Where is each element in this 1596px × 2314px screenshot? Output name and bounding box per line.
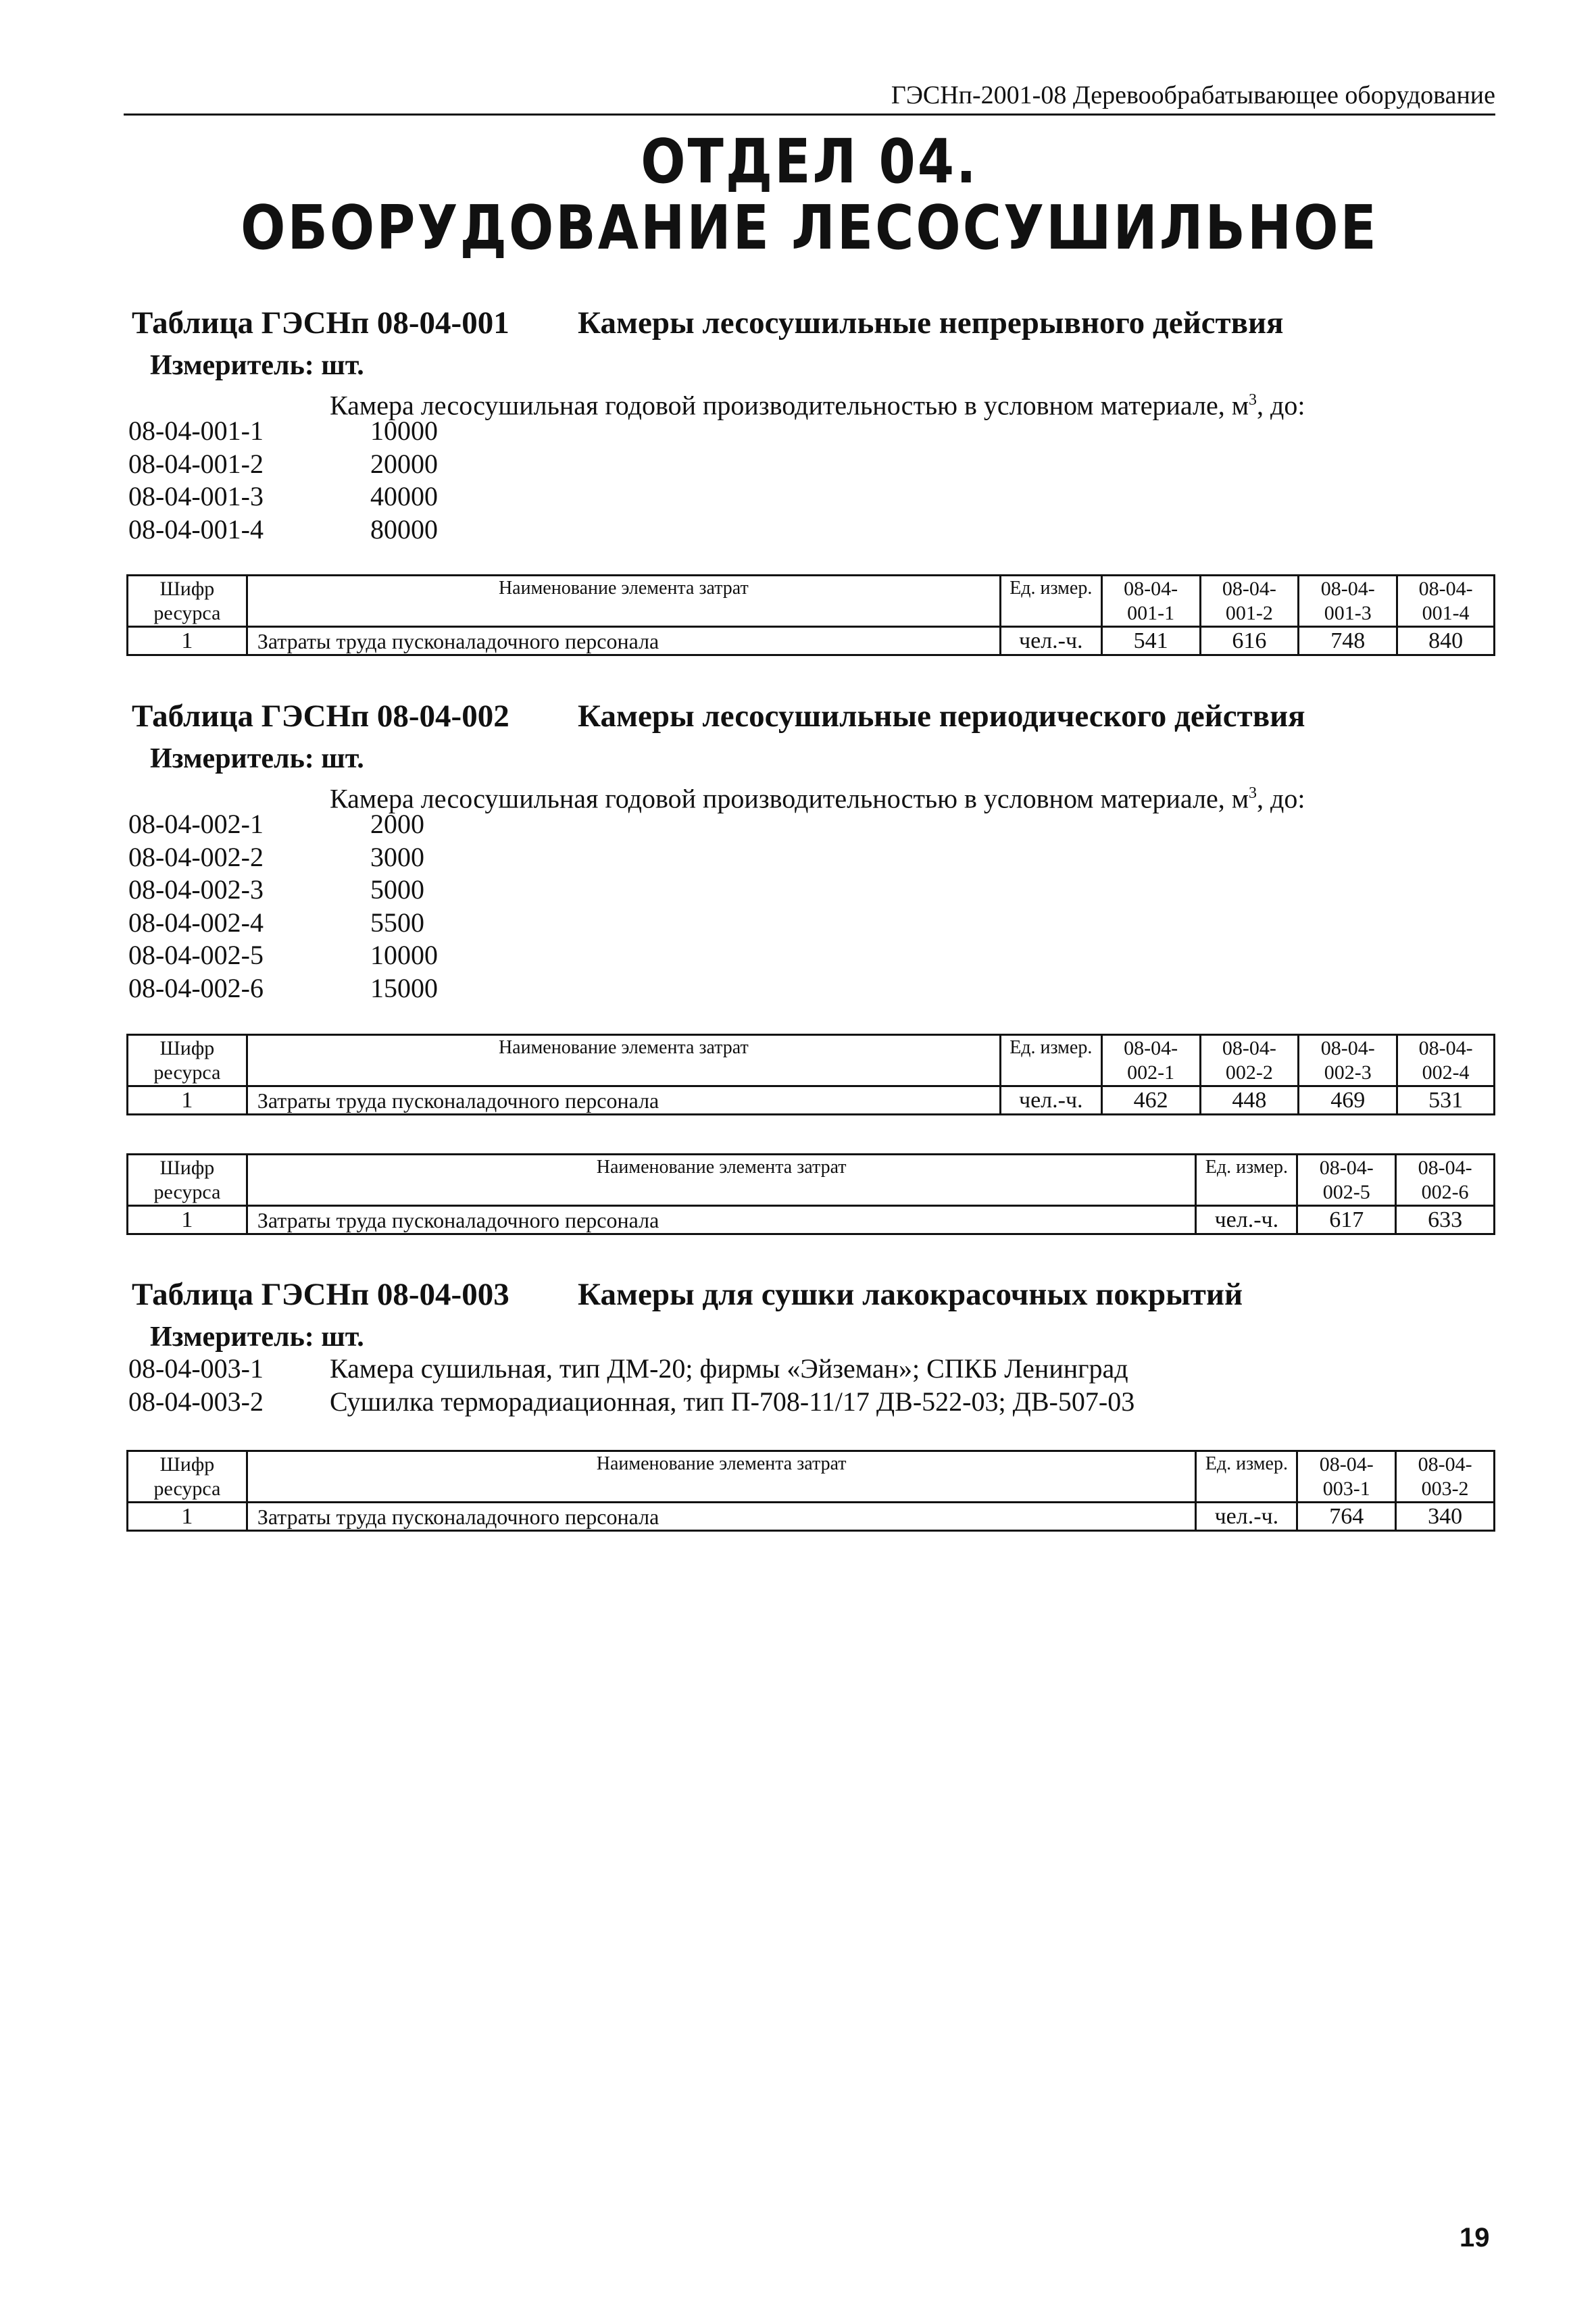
table-title: Камеры лесосушильные непрерывного действия bbox=[578, 305, 1284, 341]
list-item: 08-04-002-4 5500 bbox=[128, 907, 424, 938]
section-title-line2: ОБОРУДОВАНИЕ ЛЕСОСУШИЛЬНОЕ bbox=[241, 193, 1378, 263]
name-column-header: Наименование элемента затрат bbox=[247, 1451, 1196, 1503]
list-item: 08-04-002-3 5000 bbox=[128, 874, 424, 905]
table-title: Камеры для сушки лакокрасочных покрытий bbox=[578, 1277, 1243, 1312]
table-row: 1 Затраты труда пусконаладочного персонала чел.-ч. 541 616 748 840 bbox=[128, 627, 1495, 655]
norm-column-header: 08-04- 002-1 bbox=[1101, 1035, 1200, 1086]
list-item: 08-04-001-1 10000 bbox=[128, 416, 438, 446]
item-code-list bbox=[128, 808, 438, 1005]
name-column-header: Наименование элемента затрат bbox=[247, 576, 1000, 627]
table-heading bbox=[132, 697, 1305, 735]
name-column-header: Наименование элемента затрат bbox=[247, 1035, 1000, 1086]
measure-unit: Измеритель: шт. bbox=[150, 350, 364, 381]
code-column-header: Шифр ресурса bbox=[128, 576, 247, 627]
norm-table bbox=[126, 1034, 1495, 1115]
norm-column-header: 08-04- 001-3 bbox=[1299, 576, 1397, 627]
running-header: ГЭСНп-2001-08 Деревообрабатывающее оборудование bbox=[124, 80, 1495, 116]
norm-column-header: 08-04- 003-1 bbox=[1297, 1451, 1396, 1503]
section-title-line1: ОТДЕЛ 04. bbox=[641, 127, 978, 197]
list-item: 08-04-002-1 2000 bbox=[128, 809, 424, 839]
list-item: 08-04-001-4 80000 bbox=[128, 513, 438, 545]
list-item: 08-04-003-2 Сушилка терморадиационная, тип П-708-11/17 ДВ-522-03; ДВ-507-03 bbox=[128, 1386, 1135, 1417]
table-code: Таблица ГЭСНп 08-04-003 bbox=[132, 1277, 509, 1312]
table-code: Таблица ГЭСНп 08-04-002 bbox=[132, 699, 509, 734]
table-description: Камера лесосушильная годовой производительностью в условном материале, $м^3$, до: bbox=[330, 783, 1305, 814]
list-item: 08-04-002-5 10000 bbox=[128, 940, 438, 970]
code-column-header: Шифр ресурса bbox=[128, 1451, 247, 1503]
unit-column-header: Ед. измер. bbox=[1000, 576, 1101, 627]
table-title: Камеры лесосушильные периодического действия bbox=[578, 699, 1305, 734]
norm-column-header: 08-04- 001-4 bbox=[1397, 576, 1495, 627]
unit-column-header: Ед. измер. bbox=[1196, 1155, 1297, 1206]
list-item: 08-04-002-2 3000 bbox=[128, 841, 424, 872]
code-column-header: Шифр ресурса bbox=[128, 1155, 247, 1206]
norm-column-header: 08-04- 001-2 bbox=[1200, 576, 1299, 627]
norm-column-header: 08-04- 002-4 bbox=[1397, 1035, 1495, 1086]
norm-column-header: 08-04- 001-1 bbox=[1101, 576, 1200, 627]
page-number: 19 bbox=[1460, 2223, 1490, 2253]
table-row: 1 Затраты труда пусконаладочного персонала чел.-ч. 764 340 bbox=[128, 1503, 1495, 1531]
table-heading bbox=[132, 304, 1284, 342]
measure-unit: Измеритель: шт. bbox=[150, 1322, 364, 1353]
list-item: 08-04-001-3 40000 bbox=[128, 481, 438, 511]
table-code: Таблица ГЭСНп 08-04-001 bbox=[132, 305, 509, 341]
norm-table bbox=[126, 1153, 1495, 1235]
name-column-header: Наименование элемента затрат bbox=[247, 1155, 1196, 1206]
norm-table bbox=[126, 1450, 1495, 1532]
norm-column-header: 08-04- 002-2 bbox=[1200, 1035, 1299, 1086]
table-row: 1 Затраты труда пусконаладочного персонала чел.-ч. 617 633 bbox=[128, 1206, 1495, 1234]
item-code-list bbox=[128, 415, 438, 546]
measure-unit: Измеритель: шт. bbox=[150, 743, 364, 774]
table-heading bbox=[132, 1276, 1243, 1313]
norm-column-header: 08-04- 002-3 bbox=[1299, 1035, 1397, 1086]
norm-column-header: 08-04- 002-5 bbox=[1297, 1155, 1396, 1206]
unit-column-header: Ед. измер. bbox=[1196, 1451, 1297, 1503]
norm-column-header: 08-04- 003-2 bbox=[1396, 1451, 1495, 1503]
list-item: 08-04-002-6 15000 bbox=[128, 972, 438, 1003]
list-item: 08-04-001-2 20000 bbox=[128, 448, 438, 479]
table-description: Камера лесосушильная годовой производительностью в условном материале, $м^3$, до: bbox=[330, 390, 1305, 421]
norm-column-header: 08-04- 002-6 bbox=[1396, 1155, 1495, 1206]
norm-table bbox=[126, 574, 1495, 656]
list-item: 08-04-003-1 Камера сушильная, тип ДМ-20; фирмы «Эйземан»; СПКБ Ленинград bbox=[128, 1353, 1128, 1384]
table-row: 1 Затраты труда пусконаладочного персонала чел.-ч. 462 448 469 531 bbox=[128, 1086, 1495, 1115]
item-code-list bbox=[128, 1353, 1134, 1418]
code-column-header: Шифр ресурса bbox=[128, 1035, 247, 1086]
unit-column-header: Ед. измер. bbox=[1000, 1035, 1101, 1086]
